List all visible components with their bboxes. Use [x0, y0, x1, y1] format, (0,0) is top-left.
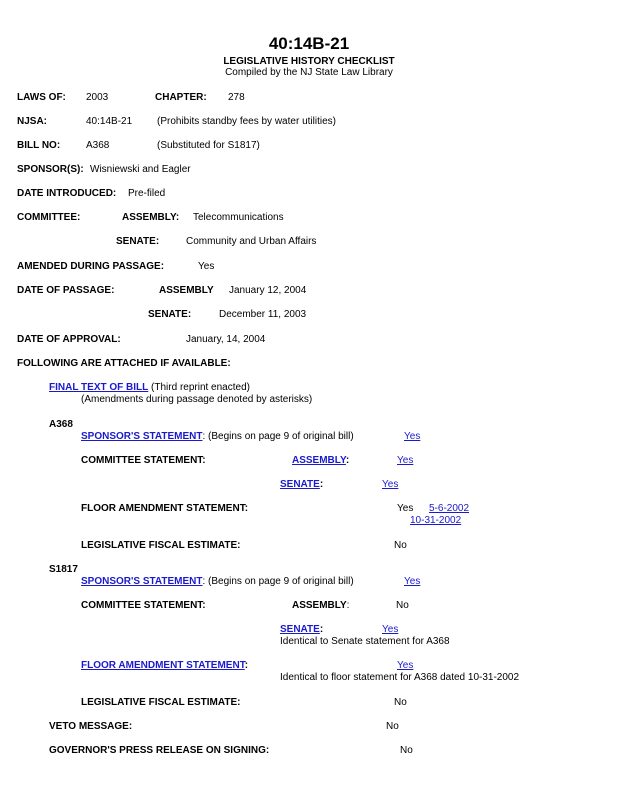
committee-senate-label: SENATE: [116, 236, 160, 247]
date-introduced-label: DATE INTRODUCED: [17, 188, 117, 199]
date-of-approval-value: January, 14, 2004 [186, 334, 266, 345]
a368-sponsor-stmt-link[interactable]: SPONSOR'S STATEMENT [81, 431, 203, 442]
bill-no-value: A368 [86, 140, 110, 151]
a368-assembly-colon: : [345, 455, 350, 466]
veto-label: VETO MESSAGE: [49, 721, 133, 732]
date-of-passage-label: DATE OF PASSAGE: [17, 285, 115, 296]
a368-sponsor-stmt-yes-link[interactable]: Yes [404, 431, 421, 442]
s1817-label: S1817 [49, 564, 78, 575]
a368-floor-label: FLOOR AMENDMENT STATEMENT: [81, 503, 249, 514]
a368-senate-colon: : [319, 479, 324, 490]
passage-senate-value: December 11, 2003 [219, 309, 307, 320]
s1817-committee-stmt-label: COMMITTEE STATEMENT: [81, 600, 206, 611]
page-title: 40:14B-21 [268, 34, 350, 53]
press-release-value: No [400, 745, 413, 756]
s1817-senate-row [280, 624, 323, 636]
a368-floor-date2-link[interactable]: 10-31-2002 [410, 515, 462, 526]
s1817-assembly-label: ASSEMBLY [292, 600, 347, 611]
committee-senate-value: Community and Urban Affairs [186, 236, 317, 247]
attached-heading: FOLLOWING ARE ATTACHED IF AVAILABLE: [17, 358, 231, 369]
njsa-label: NJSA: [17, 116, 48, 127]
committee-assembly-value: Telecommunications [193, 212, 284, 223]
chapter-label: CHAPTER: [155, 92, 207, 103]
s1817-floor-yes-link[interactable]: Yes [397, 660, 414, 671]
a368-assembly-link[interactable]: ASSEMBLY [292, 455, 346, 466]
laws-of-label: LAWS OF: [17, 92, 66, 103]
a368-fiscal-value: No [394, 540, 407, 551]
date-of-approval-label: DATE OF APPROVAL: [17, 334, 121, 345]
veto-value: No [386, 721, 399, 732]
s1817-fiscal-value: No [394, 697, 407, 708]
page-subtitle: LEGISLATIVE HISTORY CHECKLIST [223, 56, 395, 67]
press-release-label: GOVERNOR'S PRESS RELEASE ON SIGNING: [49, 745, 270, 756]
s1817-sponsor-stmt-yes-link[interactable]: Yes [404, 576, 421, 587]
s1817-senate-link[interactable]: SENATE [280, 624, 320, 635]
final-text-amend-note: (Amendments during passage denoted by asterisks) [81, 394, 313, 405]
final-text-link[interactable]: FINAL TEXT OF BILL [49, 382, 149, 393]
s1817-floor-note: Identical to floor statement for A368 dated 10-31-2002 [280, 672, 520, 683]
s1817-floor-link[interactable]: FLOOR AMENDMENT STATEMENT [81, 660, 245, 671]
s1817-sponsor-stmt-link[interactable]: SPONSOR'S STATEMENT [81, 576, 203, 587]
a368-senate-yes-link[interactable]: Yes [382, 479, 399, 490]
s1817-assembly-value: No [396, 600, 409, 611]
date-introduced-value: Pre-filed [128, 188, 166, 199]
s1817-sponsor-stmt-note: : (Begins on page 9 of original bill) [202, 576, 354, 587]
s1817-floor-colon: : [244, 660, 249, 671]
a368-label: A368 [49, 419, 73, 430]
njsa-value: 40:14B-21 [86, 116, 133, 127]
bill-no-label: BILL NO: [17, 140, 61, 151]
s1817-sponsor-stmt-row [81, 576, 354, 588]
a368-committee-stmt-label: COMMITTEE STATEMENT: [81, 455, 206, 466]
a368-senate-row [280, 479, 323, 491]
amended-value: Yes [198, 261, 215, 272]
final-text-row [49, 382, 250, 394]
final-text-note: (Third reprint enacted) [151, 382, 250, 393]
a368-assembly-row [292, 455, 349, 467]
s1817-senate-colon: : [319, 624, 324, 635]
passage-senate-label: SENATE: [148, 309, 192, 320]
sponsors-label: SPONSOR(S): [17, 164, 84, 175]
laws-of-value: 2003 [86, 92, 109, 103]
s1817-fiscal-label: LEGISLATIVE FISCAL ESTIMATE: [81, 697, 241, 708]
a368-assembly-yes-link[interactable]: Yes [397, 455, 414, 466]
a368-sponsor-stmt-note: : (Begins on page 9 of original bill) [202, 431, 354, 442]
s1817-floor-row [81, 660, 248, 672]
a368-floor-date1-link[interactable]: 5-6-2002 [429, 503, 470, 514]
committee-label: COMMITTEE: [17, 212, 81, 223]
a368-senate-link[interactable]: SENATE [280, 479, 320, 490]
sponsors-value: Wisniewski and Eagler [90, 164, 191, 175]
bill-no-note: (Substituted for S1817) [157, 140, 260, 151]
njsa-note: (Prohibits standby fees by water utilities) [157, 116, 336, 127]
s1817-assembly-row [292, 600, 349, 612]
chapter-value: 278 [228, 92, 245, 103]
committee-assembly-label: ASSEMBLY: [122, 212, 180, 223]
s1817-senate-yes-link[interactable]: Yes [382, 624, 399, 635]
a368-floor-value: Yes [397, 503, 414, 514]
amended-label: AMENDED DURING PASSAGE: [17, 261, 165, 272]
s1817-assembly-colon: : [346, 600, 350, 611]
compiled-by: Compiled by the NJ State Law Library [225, 67, 393, 78]
passage-assembly-value: January 12, 2004 [229, 285, 307, 296]
s1817-senate-note: Identical to Senate statement for A368 [280, 636, 450, 647]
a368-sponsor-stmt-row [81, 431, 354, 443]
a368-fiscal-label: LEGISLATIVE FISCAL ESTIMATE: [81, 540, 241, 551]
passage-assembly-label: ASSEMBLY [159, 285, 214, 296]
